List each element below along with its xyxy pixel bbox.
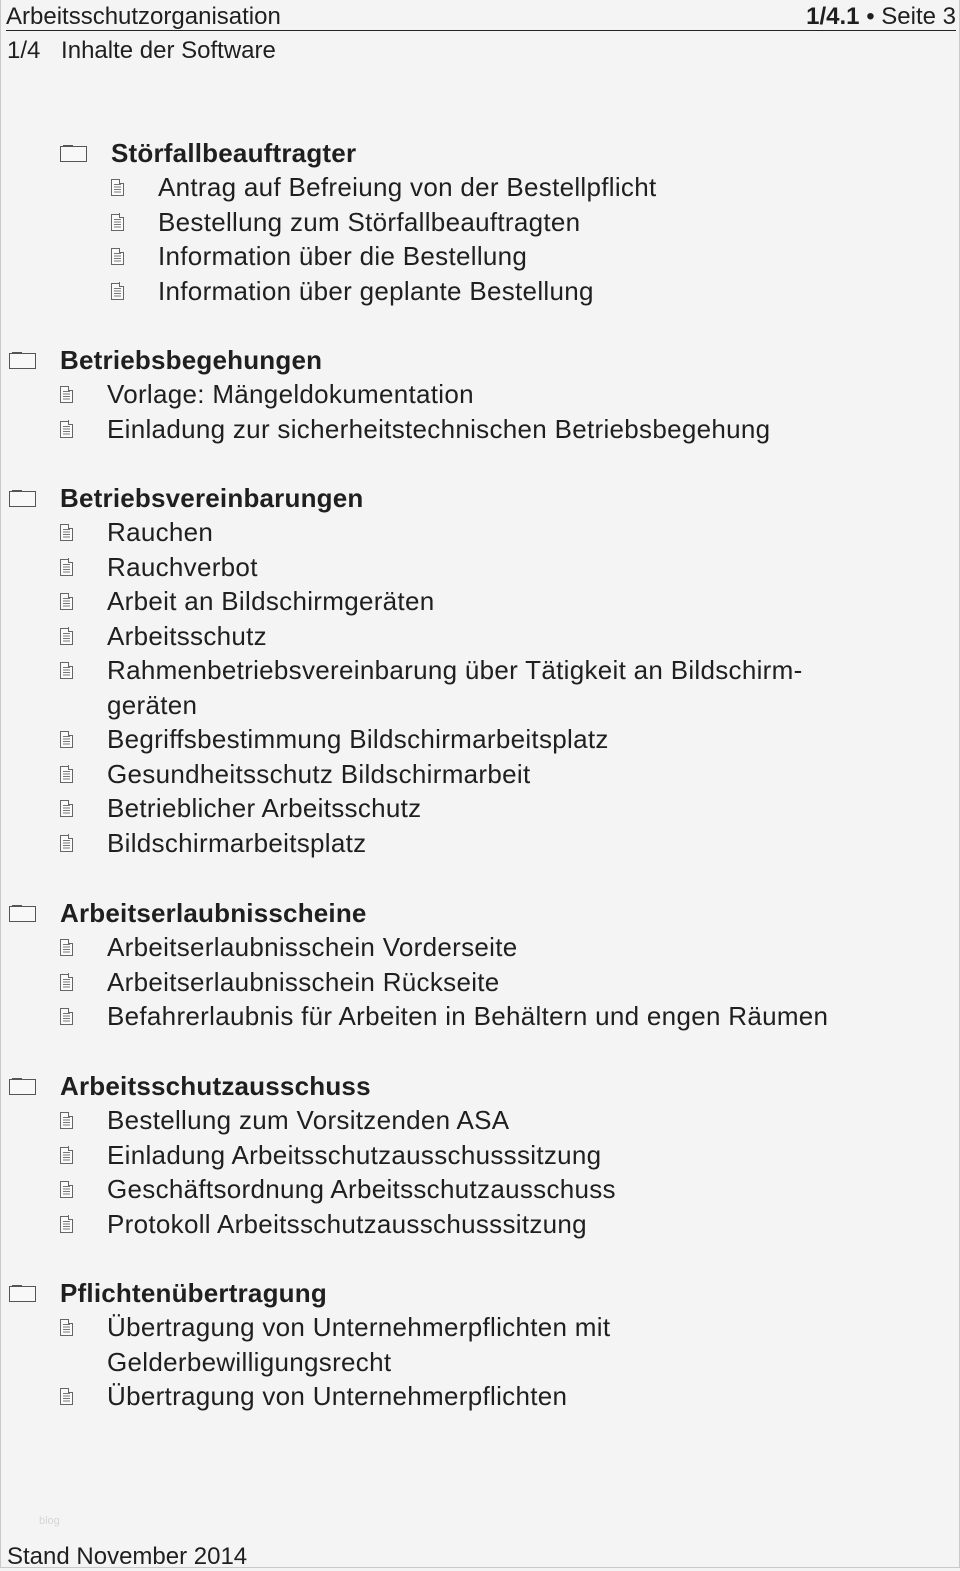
document-icon (60, 1181, 73, 1198)
document-icon (111, 179, 124, 196)
document-icon (60, 766, 73, 783)
document-icon (60, 628, 73, 645)
list-item[interactable]: Information über geplante Bestellung (111, 274, 657, 309)
document-icon (111, 248, 124, 265)
list-item[interactable]: Rauchverbot (60, 550, 860, 585)
document-icon (60, 1319, 73, 1336)
section-pflichtenuebertragung (9, 1276, 707, 1414)
document-icon (60, 1112, 73, 1129)
list-item[interactable]: Begriffsbestimmung Bildschirmarbeitsplatz (60, 722, 860, 757)
document-icon (60, 1388, 73, 1405)
list-item[interactable]: Protokoll Arbeitsschutzausschusssitzung (60, 1207, 616, 1242)
list-item[interactable]: Betrieblicher Arbeitsschutz (60, 791, 860, 826)
section-title: Betriebsbegehungen (60, 344, 323, 375)
document-icon (60, 800, 73, 817)
list-item[interactable]: Geschäftsordnung Arbeitsschutzausschuss (60, 1172, 616, 1207)
document-title: Arbeitsschutzorganisation (6, 3, 281, 30)
folder-row[interactable] (60, 136, 657, 170)
section-title: Arbeitsschutzausschuss (60, 1070, 371, 1101)
folder-icon (9, 1078, 35, 1095)
page-reference (806, 4, 956, 30)
list-item[interactable]: Bildschirmarbeitsplatz (60, 826, 860, 861)
document-icon (60, 662, 73, 679)
list-item[interactable]: Bestellung zum Vorsitzenden ASA (60, 1103, 616, 1138)
section-stoerfallbeauftragter (60, 136, 657, 308)
list-item[interactable]: Arbeitserlaubnisschein Vorderseite (60, 930, 828, 965)
document-icon (60, 1008, 73, 1025)
document-icon (60, 593, 73, 610)
document-icon (60, 1147, 73, 1164)
list-item[interactable]: Vorlage: Mängeldokumentation (60, 377, 770, 412)
list-item[interactable]: Befahrerlaubnis für Arbeiten in Behältern und engen Räumen (60, 999, 828, 1034)
folder-icon (9, 1285, 35, 1302)
folder-icon (9, 490, 35, 507)
document-icon (60, 559, 73, 576)
footer-date: Stand November 2014 (7, 1543, 248, 1570)
document-icon (60, 421, 73, 438)
folder-row[interactable] (9, 343, 770, 377)
section-betriebsvereinbarungen (9, 481, 860, 860)
folder-row[interactable] (9, 1276, 707, 1310)
list-item[interactable]: Rahmenbetriebsvereinbarung über Tätigkeit an Bildschirm-geräten (60, 653, 860, 722)
page-number: Seite 3 (881, 3, 956, 30)
page-header (6, 0, 956, 31)
section-arbeitsschutzausschuss (9, 1069, 616, 1241)
list-item[interactable]: Übertragung von Unternehmerpflichten mit Gelderbewilligungsrecht (60, 1310, 707, 1379)
list-item[interactable]: Einladung Arbeitsschutzausschusssitzung (60, 1138, 616, 1173)
list-item[interactable]: Rauchen (60, 515, 860, 550)
section-betriebsbegehungen (9, 343, 770, 446)
document-icon (60, 524, 73, 541)
document-icon (60, 731, 73, 748)
section-number: 1/4.1 (806, 3, 860, 30)
list-item[interactable]: Gesundheitsschutz Bildschirmarbeit (60, 757, 860, 792)
section-title: Pflichtenübertragung (60, 1277, 327, 1308)
list-item[interactable]: Arbeitserlaubnisschein Rückseite (60, 965, 828, 1000)
list-item[interactable]: Bestellung zum Störfallbeauftragten (111, 205, 657, 240)
document-icon (111, 214, 124, 231)
document-icon (60, 835, 73, 852)
folder-row[interactable] (9, 1069, 616, 1103)
folder-icon (60, 145, 86, 162)
folder-row[interactable] (9, 896, 828, 930)
folder-row[interactable] (9, 481, 860, 515)
chapter-number: 1/4 (7, 37, 41, 64)
section-title: Störfallbeauftragter (111, 137, 357, 168)
document-icon (60, 939, 73, 956)
document-icon (60, 386, 73, 403)
list-item[interactable]: Einladung zur sicherheitstechnischen Betriebsbegehung (60, 412, 770, 447)
chapter-title: Inhalte der Software (61, 37, 276, 64)
list-item[interactable]: Arbeit an Bildschirmgeräten (60, 584, 860, 619)
document-icon (111, 283, 124, 300)
section-title: Arbeitserlaubnisscheine (60, 897, 367, 928)
list-item[interactable]: Übertragung von Unternehmerpflichten (60, 1379, 707, 1414)
document-icon (60, 1216, 73, 1233)
watermark: blog (39, 1515, 60, 1527)
folder-icon (9, 352, 35, 369)
folder-icon (9, 905, 35, 922)
list-item[interactable]: Arbeitsschutz (60, 619, 860, 654)
section-arbeitserlaubnisscheine (9, 896, 828, 1034)
list-item[interactable]: Antrag auf Befreiung von der Bestellpflicht (111, 170, 657, 205)
list-item[interactable]: Information über die Bestellung (111, 239, 657, 274)
chapter-heading (7, 37, 276, 65)
separator-bullet: • (866, 3, 875, 30)
section-title: Betriebsvereinbarungen (60, 482, 364, 513)
document-icon (60, 974, 73, 991)
